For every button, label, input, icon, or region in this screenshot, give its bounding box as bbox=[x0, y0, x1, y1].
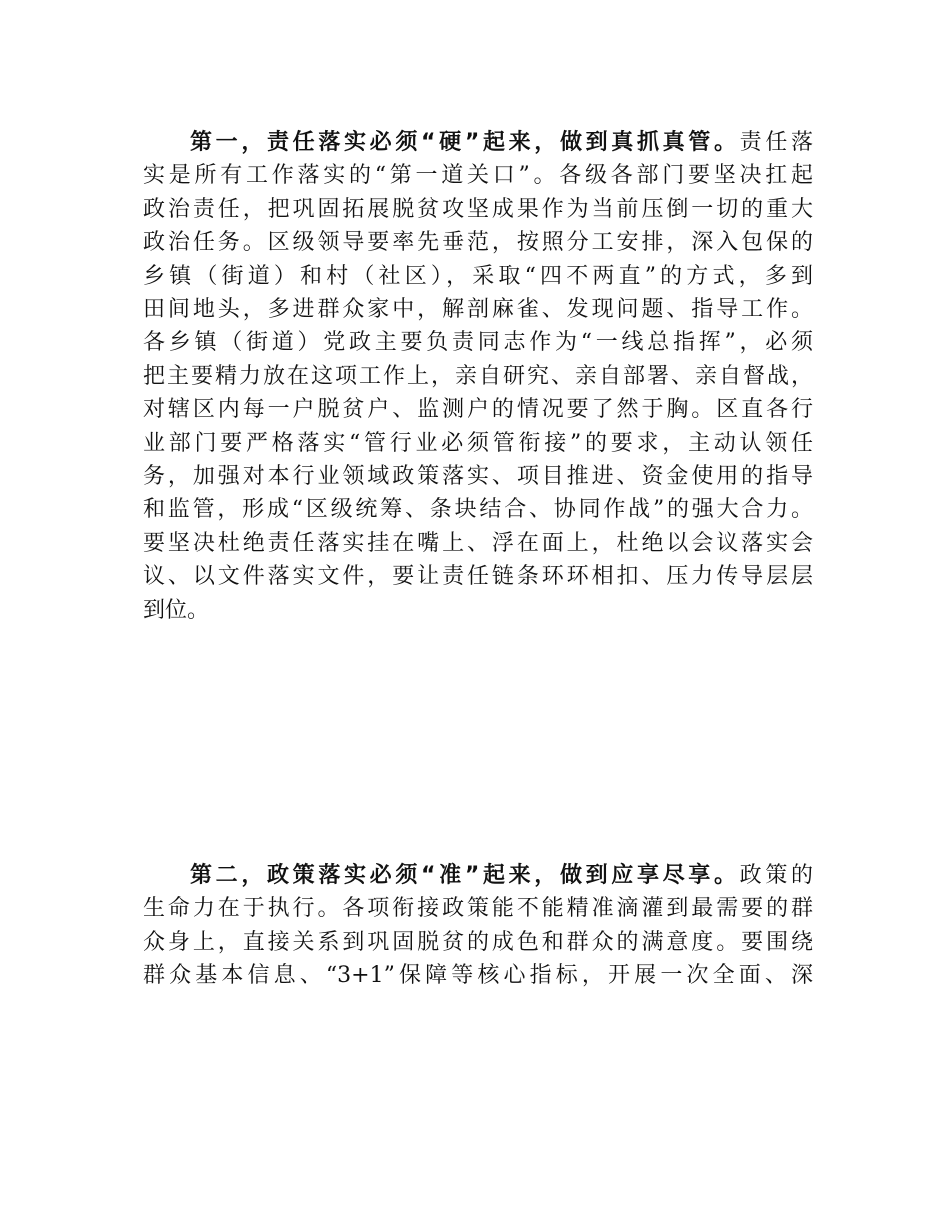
paragraph-line: 到位。 bbox=[143, 597, 210, 623]
paragraph-line: 把主要精力放在这项工作上，亲自研究、亲自部署、亲自督战， bbox=[143, 363, 813, 389]
paragraph-line: 众身上，直接关系到巩固脱贫的成色和群众的满意度。要围绕 bbox=[143, 929, 813, 955]
paragraph-line: 务，加强对本行业领域政策落实、项目推进、资金使用的指导 bbox=[143, 464, 813, 489]
paragraph-line: 群众基本信息、“3+1”保障等核心指标，开展一次全面、深 bbox=[143, 963, 813, 989]
paragraph-line: 议、以文件落实文件，要让责任链条环环相扣、压力传导层层 bbox=[143, 564, 813, 590]
paragraph-line: 政治责任，把巩固拓展脱贫攻坚成果作为当前压倒一切的重大 bbox=[143, 196, 813, 222]
paragraph-line: 实是所有工作落实的“第一道关口”。各级各部门要坚决扛起 bbox=[143, 163, 813, 189]
paragraph-text: 政策的 bbox=[739, 863, 813, 888]
paragraph-line: 业部门要严格落实“管行业必须管衔接”的要求，主动认领任 bbox=[143, 430, 813, 456]
paragraph-heading: 第二，政策落实必须“准”起来，做到应享尽享。 bbox=[190, 863, 740, 888]
paragraph-line: 和监管，形成“区级统筹、条块结合、协同作战”的强大合力。 bbox=[143, 497, 813, 523]
paragraph-line: 对辖区内每一户脱贫户、监测户的情况要了然于胸。区直各行 bbox=[143, 397, 813, 423]
paragraph-line: 各乡镇（街道）党政主要负责同志作为“一线总指挥”，必须 bbox=[143, 330, 813, 356]
paragraph-line: 政治任务。区级领导要率先垂范，按照分工安排，深入包保的 bbox=[143, 230, 813, 256]
paragraph-heading: 第一，责任落实必须“硬”起来，做到真抓真管。 bbox=[190, 130, 740, 155]
paragraph-line: 田间地头，多进群众家中，解剖麻雀、发现问题、指导工作。 bbox=[143, 297, 813, 322]
paragraph-line: 乡镇（街道）和村（社区），采取“四不两直”的方式，多到 bbox=[143, 263, 813, 289]
paragraph-first-line bbox=[190, 126, 813, 160]
paragraph-text: 责任落 bbox=[739, 130, 813, 155]
paragraph-first-line bbox=[190, 859, 813, 893]
paragraph-line: 生命力在于执行。各项衔接政策能不能精准滴灌到最需要的群 bbox=[143, 896, 813, 922]
paragraph-line: 要坚决杜绝责任落实挂在嘴上、浮在面上，杜绝以会议落实会 bbox=[143, 530, 813, 556]
